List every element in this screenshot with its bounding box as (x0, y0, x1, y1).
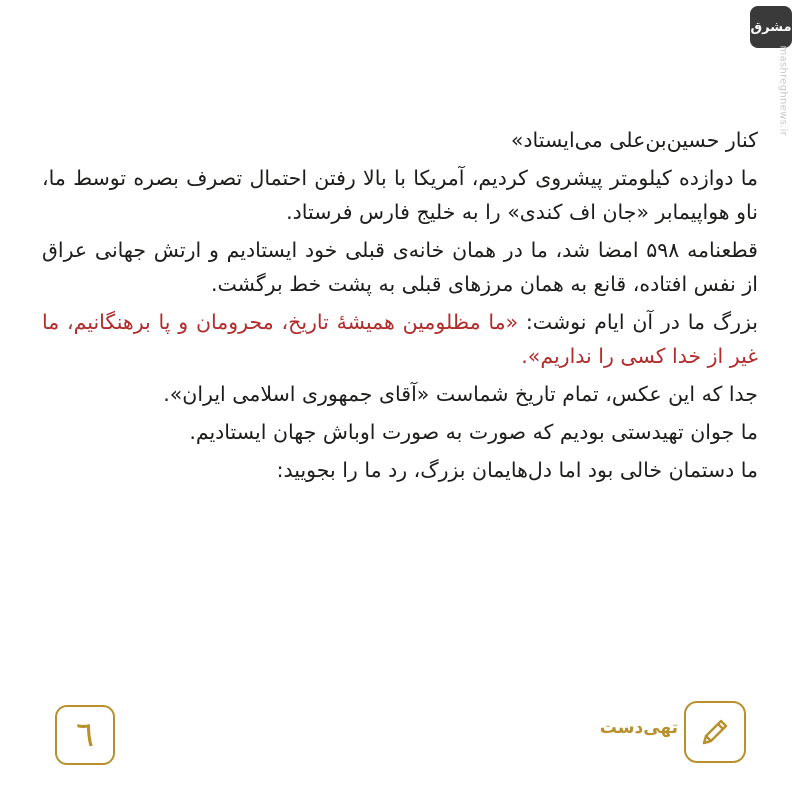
paragraph: جدا که این عکس، تمام تاریخ شماست «آقای جمهوری اسلامی ایران». (163, 382, 758, 406)
paragraph: ما دستمان خالی بود اما دل‌هایمان بزرگ، رد ما را بجویید: (276, 458, 758, 482)
paragraph: کنار حسین‌بن‌علی می‌ایستاد» (510, 128, 758, 152)
body-text (42, 123, 758, 491)
pencil-badge (684, 701, 746, 763)
paragraph: ما جوان تهیدستی بودیم که صورت به صورت اوباش جهان ایستادیم. (189, 420, 758, 444)
series-title: تهی‌دست (599, 718, 678, 738)
leader-quote: «ما مظلومین همیشهٔ تاریخ، محرومان و پا برهنگانیم، ما غیر از خدا کسی را نداریم». (42, 310, 758, 368)
paragraph: قطعنامه ۵۹۸ امضا شد، ما در همان خانه‌ی قبلی خود ایستادیم و ارتش جهانی عراق از نفس افتاده، قانع به همان مرزهای قبلی به پشت خط برگشت. (42, 238, 758, 296)
pencil-icon (695, 712, 735, 752)
quote-paragraph (42, 305, 758, 373)
site-logo: مشرق (750, 6, 792, 48)
page-number-box (55, 705, 115, 765)
quote-intro: بزرگ ما در آن ایام نوشت: (518, 310, 758, 334)
page-number: ٦ (75, 715, 95, 755)
watermark-text: mashreghnews.ir (777, 45, 789, 137)
watermark (776, 40, 790, 150)
paragraph: ما دوازده کیلومتر پیشروی کردیم، آمریکا با بالا رفتن احتمال تصرف بصره توسط ما، ناو هواپیمابر «جان اف کندی» را به خلیج فارس فرستاد. (42, 166, 758, 224)
